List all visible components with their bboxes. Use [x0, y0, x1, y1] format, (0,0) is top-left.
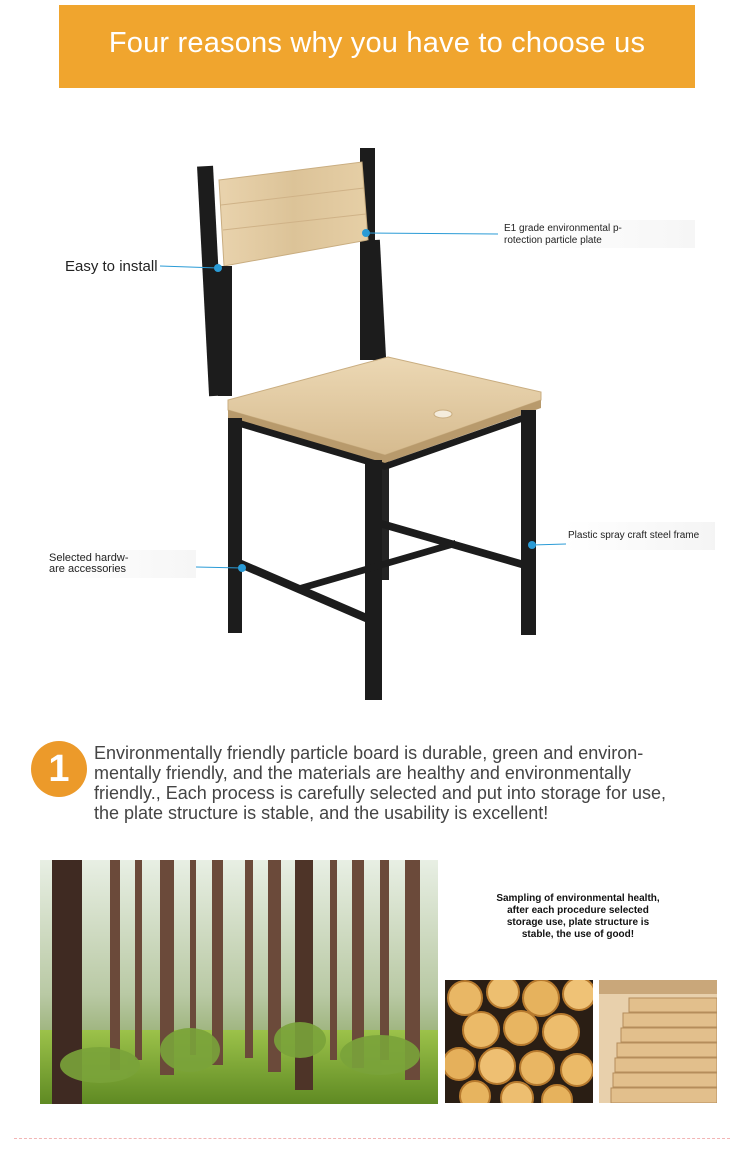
seat-top	[228, 357, 541, 455]
boards-photo	[599, 980, 717, 1103]
sample-line2: after each procedure selected	[507, 905, 649, 916]
forest-photo	[40, 860, 438, 1104]
callout-easy-install: Easy to install	[65, 258, 158, 275]
sample-line4: stable, the use of good!	[521, 929, 635, 940]
reason-description: Environmentally friendly particle board is durable, green and environ- mentally friendly, and the materials are healthy and environmentally friendly., Each process is carefully selected and put into storage for use, the plate structure is stable, and the usability is excellent!	[94, 743, 666, 823]
chair-illustration	[0, 100, 750, 710]
header-banner	[59, 5, 695, 88]
seat-hole	[434, 410, 452, 418]
callout-e1-line1: E1 grade environmental p-	[504, 223, 622, 234]
sample-line1: Sampling of environmental health,	[496, 893, 660, 904]
front-mid-leg	[365, 460, 382, 700]
sample-caption	[478, 893, 678, 941]
section-divider	[14, 1138, 730, 1139]
back-upright-left	[218, 266, 232, 396]
front-left-leg	[228, 418, 242, 633]
callout-e1-line2: rotection particle plate	[504, 235, 602, 246]
logs-photo	[445, 980, 593, 1103]
callout-hardware	[46, 550, 196, 578]
reason-number-badge: 1	[31, 741, 87, 797]
callout-hardware-line1: Selected hardw-	[49, 552, 129, 564]
callout-steel-frame: Plastic spray craft steel frame	[565, 522, 715, 550]
front-right-leg	[521, 410, 536, 635]
backrest	[219, 162, 368, 266]
callout-e1-plate	[500, 220, 695, 248]
banner-title: Four reasons why you have to choose us	[108, 27, 646, 59]
sample-line3: storage use, plate structure is	[506, 917, 650, 928]
callout-hardware-line2: are accessories	[49, 563, 127, 575]
